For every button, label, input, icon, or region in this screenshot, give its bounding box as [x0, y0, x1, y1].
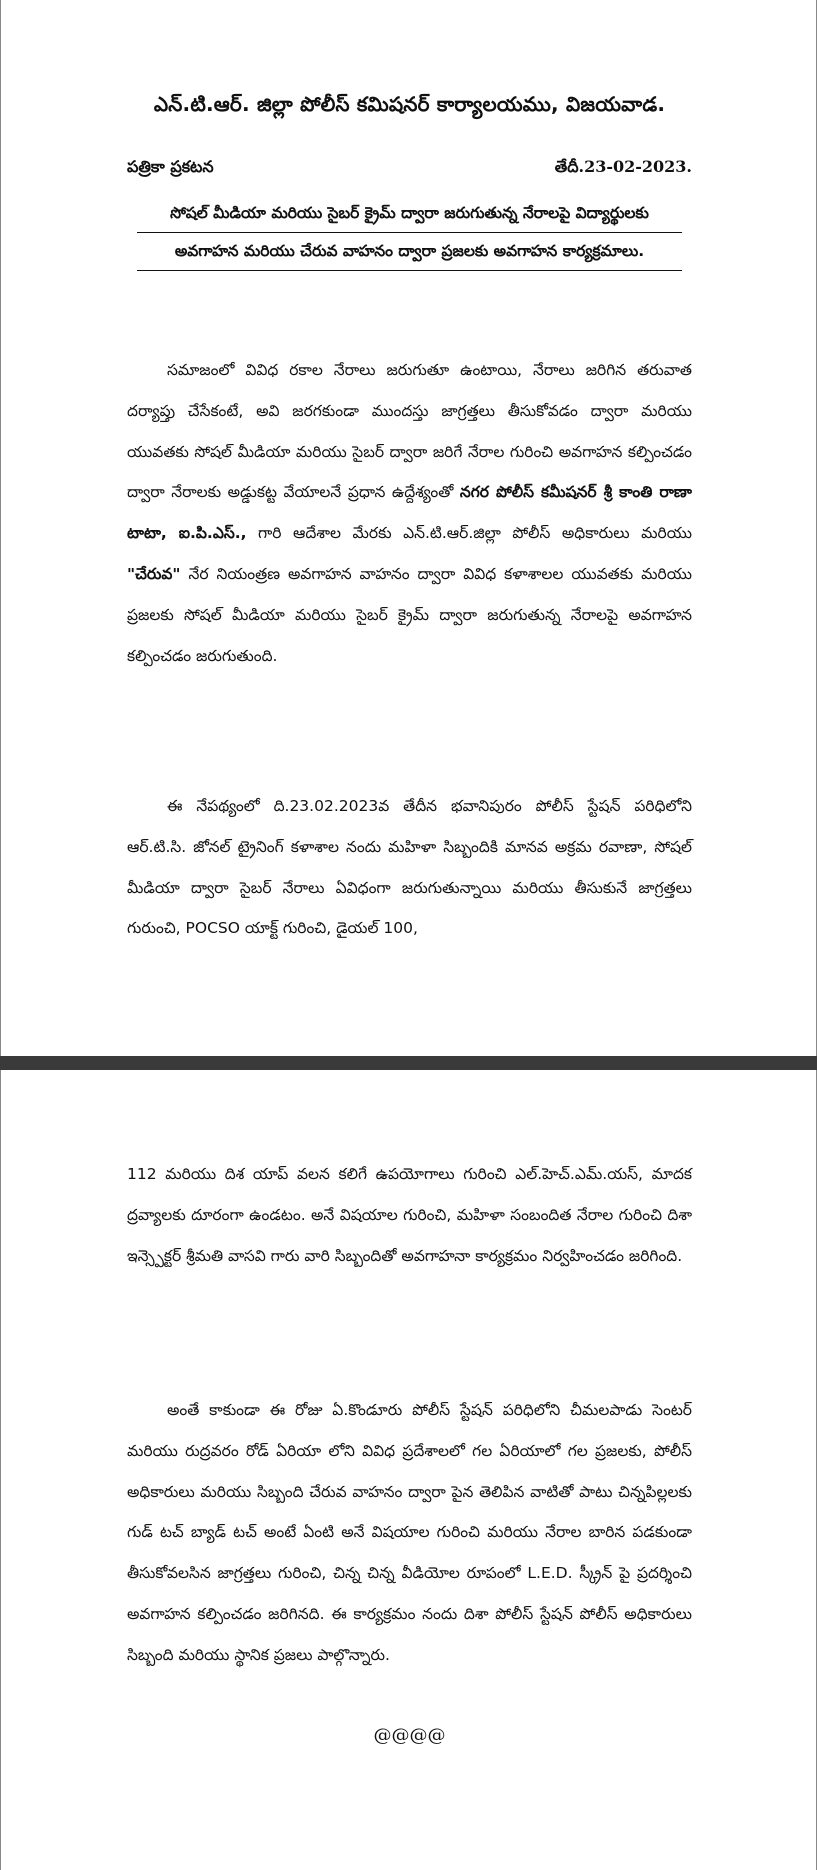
commissioner-name: నగర పోలీస్ కమీషనర్ శ్రీ కాంతి రాణా టాటా, ఐ.పి.ఎస్.,	[127, 483, 692, 543]
document-date: తేదీ.23-02-2023.	[554, 157, 692, 176]
subject-line-2: అవగాహన మరియు చేరువ వాహనం ద్వారా ప్రజలకు అవగాహన కార్యక్రమాలు.	[137, 242, 682, 271]
paragraph-1-text-c: గారి ఆదేశాల మేరకు ఎన్.టి.ఆర్.జిల్లా పోలీస్ అధికారులు మరియు	[246, 524, 692, 543]
subject-heading	[137, 204, 682, 280]
paragraph-3-text: 112 మరియు దిశ యాప్ వలన కలిగే ఉపయోగాలు గురించి ఎల్.హెచ్.ఎమ్.యస్, మాదక ద్రవ్యాలకు దూరంగా ఉండటం. అనే విషయాల గురించి, మహిళా సంబందిత నేరాల గురించి దిశా ఇన్స్పెక్టర్ శ్రీమతి వాసవి గారు వారి సిబ్బందితో అవగాహనా కార్యక్రమం నిర్వహించడం జరిగింది.	[127, 1165, 692, 1265]
paragraph-1-text-e: నేర నియంత్రణ అవగాహన వాహనం ద్వారా వివిధ కళాశాలల యువతకు మరియు ప్రజలకు సోషల్ మీడియా మరియు సైబర్ క్రైమ్ ద్వారా జరుగుతున్న నేరాలపై అవగాహన కల్పించడం జరుగుతుంది.	[127, 564, 692, 665]
document-page-2	[0, 1070, 817, 1870]
paragraph-4-text: అంతే కాకుండా ఈ రోజు ఏ.కొండూరు పోలీస్ స్టేషన్ పరిధిలోని చీమలపాడు సెంటర్ మరియు రుద్రవరం రోడ్ ఏరియా లోని వివిధ ప్రదేశాలలో గల ఏరియాలో గల ప్రజలకు, పోలీస్ అధికారులు మరియు సిబ్బంది చేరువ వాహనం ద్వారా పైన తెలిపిన వాటితో పాటు చిన్నపిల్లలకు గుడ్ టచ్ బ్యాడ్ టచ్ అంటే ఏంటి అనే విషయాల గురించి మరియు నేరాల బారిన పడకుండా తీసుకోవలసిన జాగ్రత్తలు గురించి, చిన్న చిన్న వీడియోల రూపంలో L.E.D. స్క్రీన్ పై ప్రదర్శించి అవగాహన కల్పించడం జరిగినది. ఈ కార్యక్రమం నందు దిశా పోలీస్ స్టేషన్ పోలీస్ అధికారులు సిబ్బంది మరియు స్థానిక ప్రజలు పాల్గొన్నారు.	[127, 1401, 692, 1664]
page-separator	[0, 1056, 817, 1070]
paragraph-3	[127, 1154, 692, 1276]
paragraph-1-text-a: సమాజంలో వివిధ రకాల నేరాలు జరుగుతూ ఉంటాయి, నేరాలు జరిగిన తరువాత దర్యాప్తు చేసేకంటే, అవి జరగకుండా ముందస్తు జాగ్రత్తలు తీసుకోవడం ద్వారా మరియు యువతకు సోషల్ మీడియా మరియు సైబర్ ద్వారా జరిగే నేరాల గురించి అవగాహన కల్పించడం ద్వారా నేరాలకు అడ్డుకట్ట వేయాలనే ప్రధాన ఉద్దేశ్యంతో	[127, 361, 692, 502]
paragraph-4	[127, 1390, 692, 1676]
document-title: ఎన్.టి.ఆర్. జిల్లా పోలీస్ కమిషనర్ కార్యాలయము, విజయవాడ.	[153, 92, 666, 116]
paragraph-2-text: ఈ నేపథ్యంలో ది.23.02.2023వ తేదీన భవానిపురం పోలీస్ స్టేషన్ పరిధిలోని ఆర్.టి.సి. జోనల్ ట్రైనింగ్ కళాశాల నందు మహిళా సిబ్బందికి మానవ అక్రమ రవాణా, సోషల్ మీడియా ద్వారా సైబర్ నేరాలు ఏవిధంగా జరుగుతున్నాయి మరియు తీసుకునే జాగ్రత్తలు గురుంచి, POCSO యాక్ట్ గురించి, డైయల్ 100,	[127, 797, 692, 938]
closing-marks: @@@@	[373, 1725, 446, 1746]
paragraph-1	[127, 350, 692, 676]
subject-line-1: సోషల్ మీడియా మరియు సైబర్ క్రైమ్ ద్వారా జరుగుతున్న నేరాలపై విద్యార్థులకు	[137, 204, 682, 233]
paragraph-2	[127, 786, 692, 949]
press-release-label: పత్రికా ప్రకటన	[127, 157, 214, 176]
cheruva-label: "చేరువ"	[127, 564, 181, 583]
